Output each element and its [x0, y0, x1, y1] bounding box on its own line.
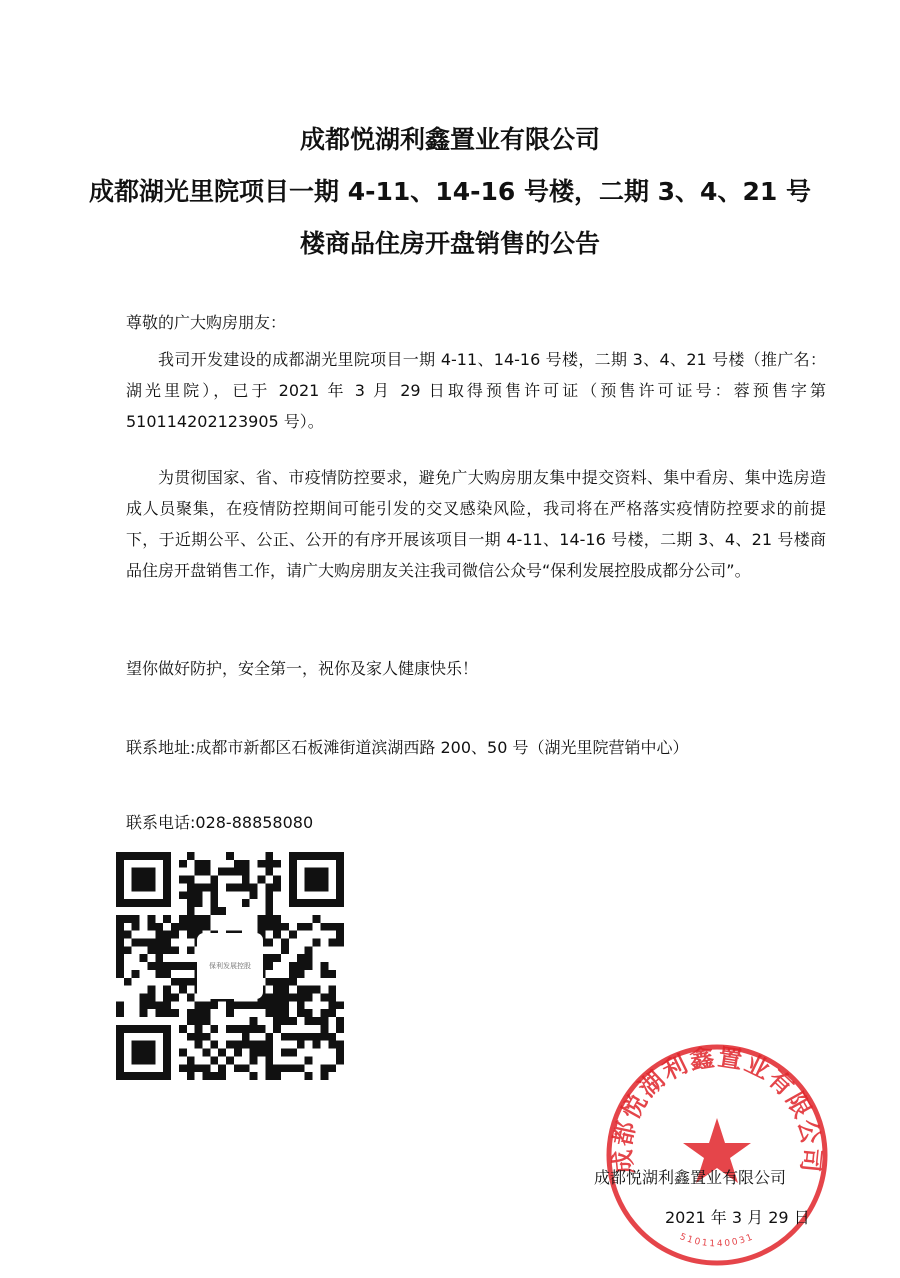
- contact-phone: 联系电话:028-88858080: [126, 813, 314, 832]
- signature-company: 成都悦湖利鑫置业有限公司: [594, 1168, 787, 1187]
- seal-text: 成都悦湖利鑫置业有限公司: [608, 1043, 826, 1176]
- qr-center-label: 保利发展控股: [209, 962, 251, 970]
- company-title: 成都悦湖利鑫置业有限公司: [299, 125, 600, 154]
- seal-number: 5101140031: [678, 1232, 756, 1250]
- contact-address: 联系地址:成都市新都区石板滩街道滨湖西路 200、50 号（湖光里院营销中心）: [126, 738, 689, 757]
- paragraph-license: 我司开发建设的成都湖光里院项目一期 4-11、14-16 号楼，二期 3、4、21 号楼（推广名：湖光里院），已于 2021 年 3 月 29 日取得预售许可证（预售许可证号：蓉预售字第 510114202123905 号）。: [126, 350, 826, 431]
- greeting: 尊敬的广大购房朋友：: [126, 313, 287, 332]
- paragraph-epidemic: 为贯彻国家、省、市疫情防控要求，避免广大购房朋友集中提交资料、集中看房、集中选房造成人员聚集，在疫情防控期间可能引发的交叉感染风险，我司将在严格落实疫情防控要求的前提下，于近期公平、公正、公开的有序开展该项目一期 4-11、14-16 号楼，二期 3、4、21 号楼商品住房开盘销售工作，请广大购房朋友关注我司微信公众号“保利发展控股成都分公司”。: [126, 468, 826, 580]
- svg-text:5101140031: [678, 1232, 756, 1249]
- announcement-title-line-3: 楼商品住房开盘销售的公告: [299, 229, 600, 258]
- signature-date: 2021 年 3 月 29 日: [665, 1208, 810, 1227]
- announcement-title-line-2: 成都湖光里院项目一期 4-11、14-16 号楼，二期 3、4、21 号: [89, 177, 811, 206]
- qr-center-logo: [200, 936, 260, 996]
- company-seal-stamp: [602, 1040, 832, 1270]
- paragraph-wishes: 望你做好防护，安全第一，祝你及家人健康快乐！: [126, 659, 479, 678]
